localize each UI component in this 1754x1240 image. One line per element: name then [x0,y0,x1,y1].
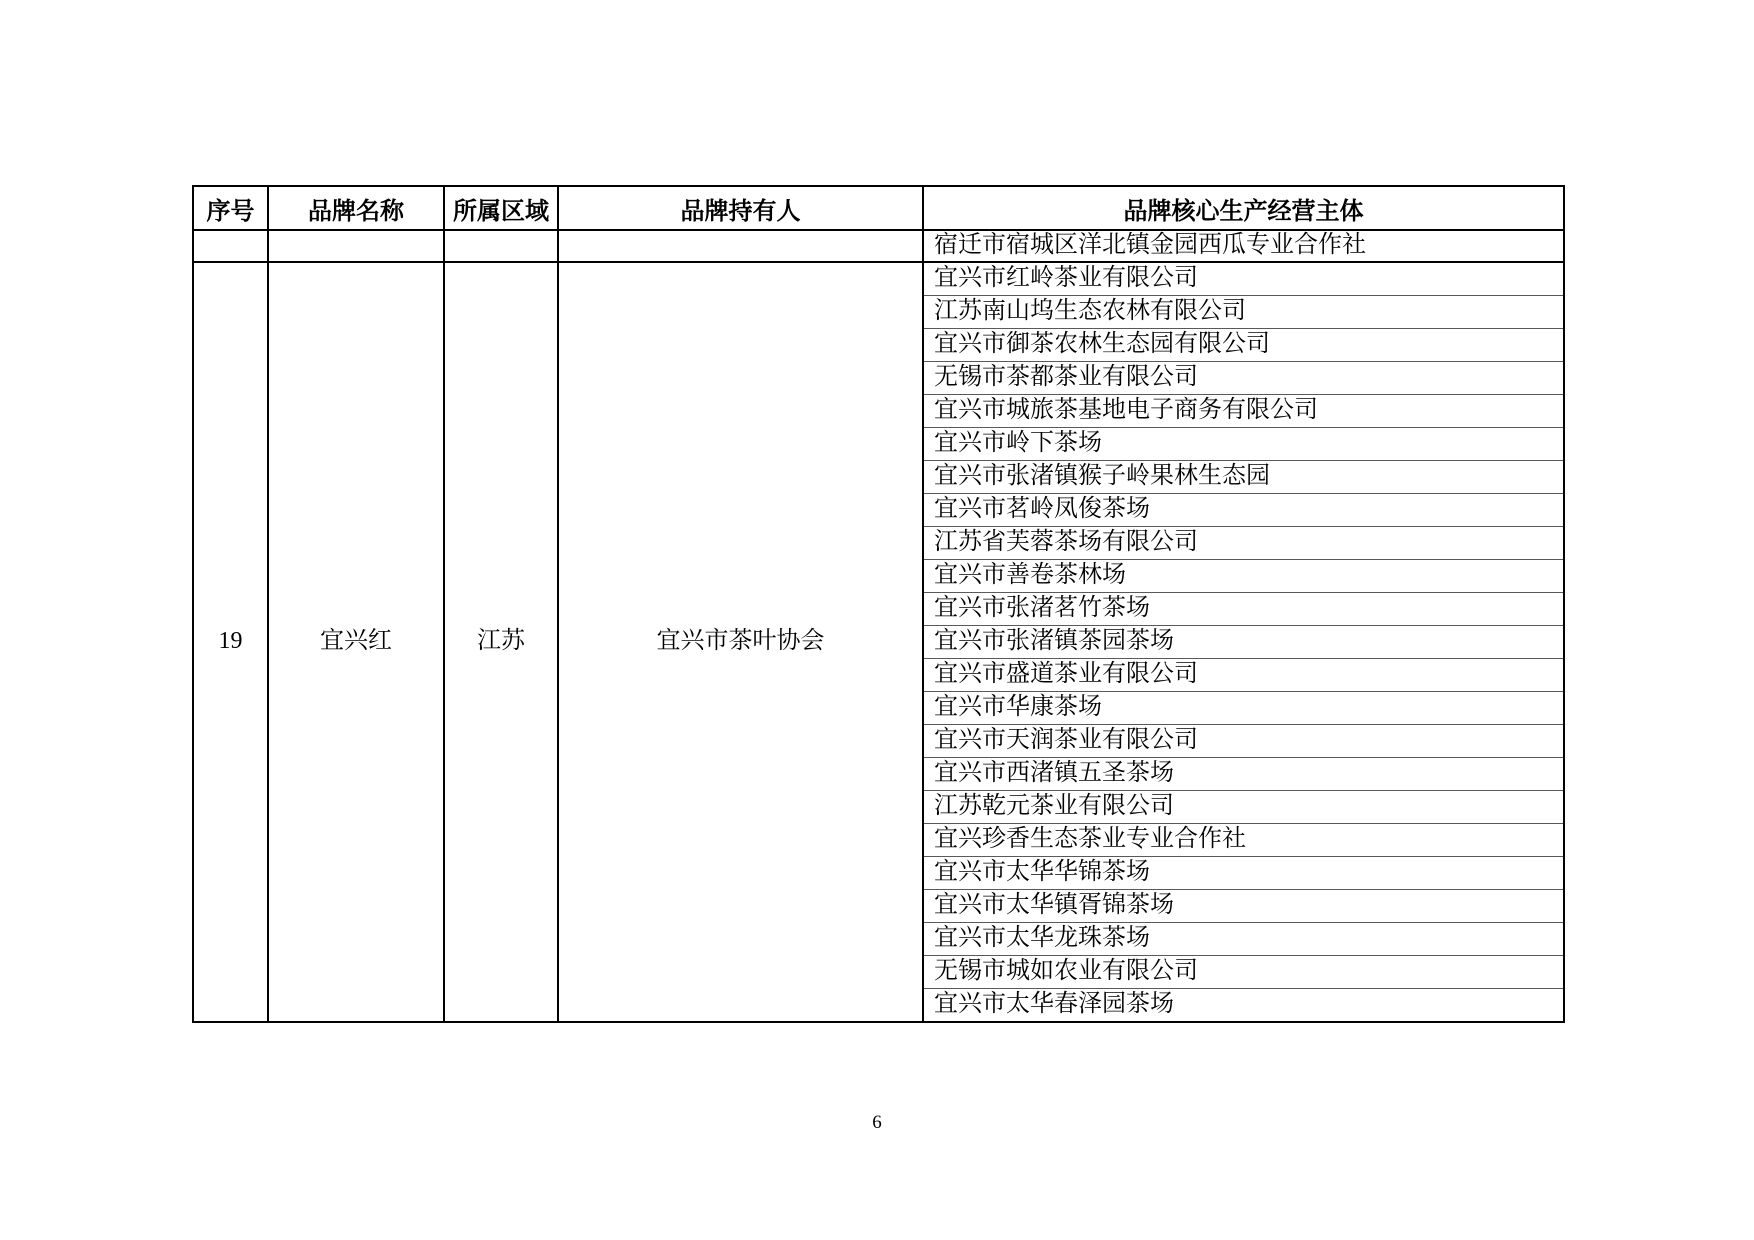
entity-cell: 宜兴市红岭茶业有限公司 [923,262,1564,296]
entity-cell: 宜兴市茗岭凤俊茶场 [923,494,1564,527]
header-cell-entity: 品牌核心生产经营主体 [923,186,1564,230]
holder-cell: 宜兴市茶叶协会 [558,262,923,1022]
entity-cell: 江苏乾元茶业有限公司 [923,791,1564,824]
header-cell-region: 所属区域 [444,186,558,230]
entity-cell: 宜兴市御茶农林生态园有限公司 [923,329,1564,362]
page-number: 6 [872,1112,882,1133]
brand-table [192,185,1565,1023]
entity-cell: 无锡市城如农业有限公司 [923,956,1564,989]
entity-cell: 宜兴市太华华锦茶场 [923,857,1564,890]
entity-cell: 宜兴珍香生态茶业专业合作社 [923,824,1564,857]
entity-row [193,262,1564,296]
entity-cell: 宜兴市太华龙珠茶场 [923,923,1564,956]
entity-cell: 宜兴市天润茶业有限公司 [923,725,1564,758]
carryover-region-cell [444,230,558,262]
entity-cell: 宜兴市华康茶场 [923,692,1564,725]
entity-cell: 宜兴市西渚镇五圣茶场 [923,758,1564,791]
entity-cell: 宜兴市张渚镇猴子岭果林生态园 [923,461,1564,494]
entity-cell: 宜兴市张渚镇茶园茶场 [923,626,1564,659]
carryover-seq-cell [193,230,268,262]
entity-cell: 宜兴市城旅茶基地电子商务有限公司 [923,395,1564,428]
entity-cell: 宜兴市盛道茶业有限公司 [923,659,1564,692]
header-cell-holder: 品牌持有人 [558,186,923,230]
carryover-row [193,230,1564,262]
region-cell: 江苏 [444,262,558,1022]
header-cell-brand: 品牌名称 [268,186,444,230]
carryover-holder-cell [558,230,923,262]
header-cell-seq: 序号 [193,186,268,230]
entity-cell: 宜兴市善卷茶林场 [923,560,1564,593]
carryover-brand-cell [268,230,444,262]
header-row [193,186,1564,230]
brand-name-cell: 宜兴红 [268,262,444,1022]
seq-cell: 19 [193,262,268,1022]
entity-cell: 宜兴市张渚茗竹茶场 [923,593,1564,626]
entity-cell: 宜兴市太华春泽园茶场 [923,989,1564,1023]
entity-cell: 无锡市茶都茶业有限公司 [923,362,1564,395]
entity-cell: 宜兴市太华镇胥锦茶场 [923,890,1564,923]
entity-cell: 江苏南山坞生态农林有限公司 [923,296,1564,329]
entity-cell: 宿迁市宿城区洋北镇金园西瓜专业合作社 [923,230,1564,262]
entity-cell: 江苏省芙蓉茶场有限公司 [923,527,1564,560]
entity-cell: 宜兴市岭下茶场 [923,428,1564,461]
